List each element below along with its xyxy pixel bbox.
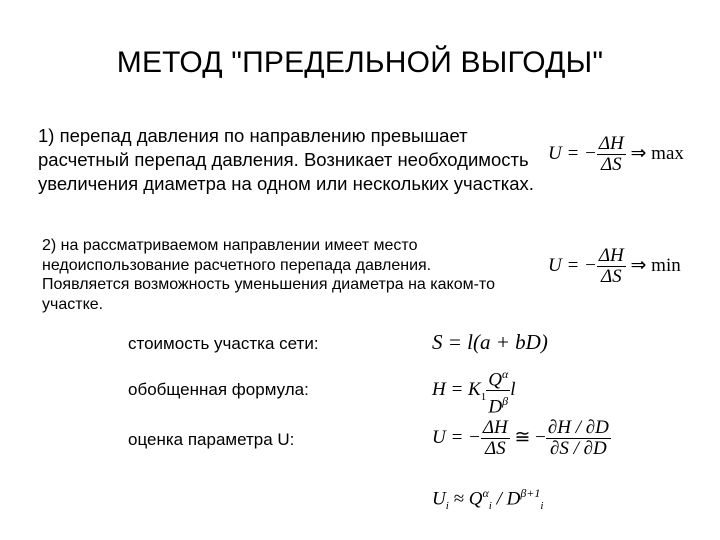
formula-estimate-den2: ∂S / ∂D bbox=[546, 438, 611, 459]
formula-u-max bbox=[548, 134, 684, 175]
formula-u-max-result: max bbox=[651, 142, 684, 164]
formula-u-min-den: ΔS bbox=[597, 266, 626, 287]
formula-u-min-num: ΔH bbox=[598, 245, 624, 266]
formula-ui-q-sub: i bbox=[488, 500, 492, 513]
formula-estimate bbox=[432, 418, 611, 459]
formula-general-sub: 1 bbox=[480, 390, 487, 403]
formula-general bbox=[432, 364, 516, 418]
paragraph-2: 2) на рассматриваемом направлении имеет место недоиспользование расчетного перепада давления. Появляется возможность уменьшения диаметра на каком-то участке. bbox=[42, 237, 495, 313]
formula-estimate-num1: ΔH bbox=[482, 417, 508, 438]
formula-ui-sub: i bbox=[445, 500, 449, 513]
formula-u-max-den: ΔS bbox=[597, 154, 626, 175]
formula-ui-d-sup: β+1 bbox=[520, 486, 541, 500]
formula-estimate-approx: ≅ − bbox=[514, 426, 546, 448]
formula-u-min-lhs: U = − bbox=[548, 254, 597, 276]
formula-ui-div: / D bbox=[491, 488, 521, 510]
formula-ui-lhs: U bbox=[432, 488, 446, 510]
formula-u-max-lhs: U = − bbox=[548, 142, 597, 164]
formula-u-min-arrow: ⇒ bbox=[630, 254, 647, 276]
label-estimate: оценка параметра U: bbox=[128, 430, 295, 449]
formula-general-num: $Q^\alpha$ bbox=[488, 367, 509, 391]
formula-u-min-result: min bbox=[651, 254, 681, 276]
label-cost: стоимость участка сети: bbox=[128, 334, 319, 353]
page-title: МЕТОД "ПРЕДЕЛЬНОЙ ВЫГОДЫ" bbox=[116, 46, 604, 79]
formula-general-den: $D^\beta$ bbox=[486, 390, 510, 417]
formula-cost: S = l(a + bD) bbox=[432, 330, 548, 354]
formula-estimate-num2: ∂H / ∂D bbox=[547, 417, 609, 438]
formula-estimate-den1: ΔS bbox=[481, 438, 510, 459]
formula-general-tail: l bbox=[510, 379, 516, 401]
paragraph-1: 1) перепад давления по направлению превышает расчетный перепад давления. Возникает необходимость увеличения диаметра на одном или нескольких участках. bbox=[38, 125, 534, 194]
formula-u-max-arrow: ⇒ bbox=[630, 142, 647, 164]
formula-ui bbox=[432, 486, 543, 512]
formula-ui-d-sub: i bbox=[540, 500, 544, 513]
formula-u-max-num: ΔH bbox=[598, 133, 624, 154]
formula-ui-rel: ≈ Q bbox=[448, 488, 483, 510]
formula-ui-q-sup: α bbox=[482, 486, 489, 500]
formula-u-min bbox=[548, 246, 681, 287]
label-general: обобщенная формула: bbox=[128, 380, 309, 399]
formula-estimate-lhs: U = − bbox=[432, 426, 481, 448]
formula-general-lhs: H = K bbox=[432, 379, 481, 401]
